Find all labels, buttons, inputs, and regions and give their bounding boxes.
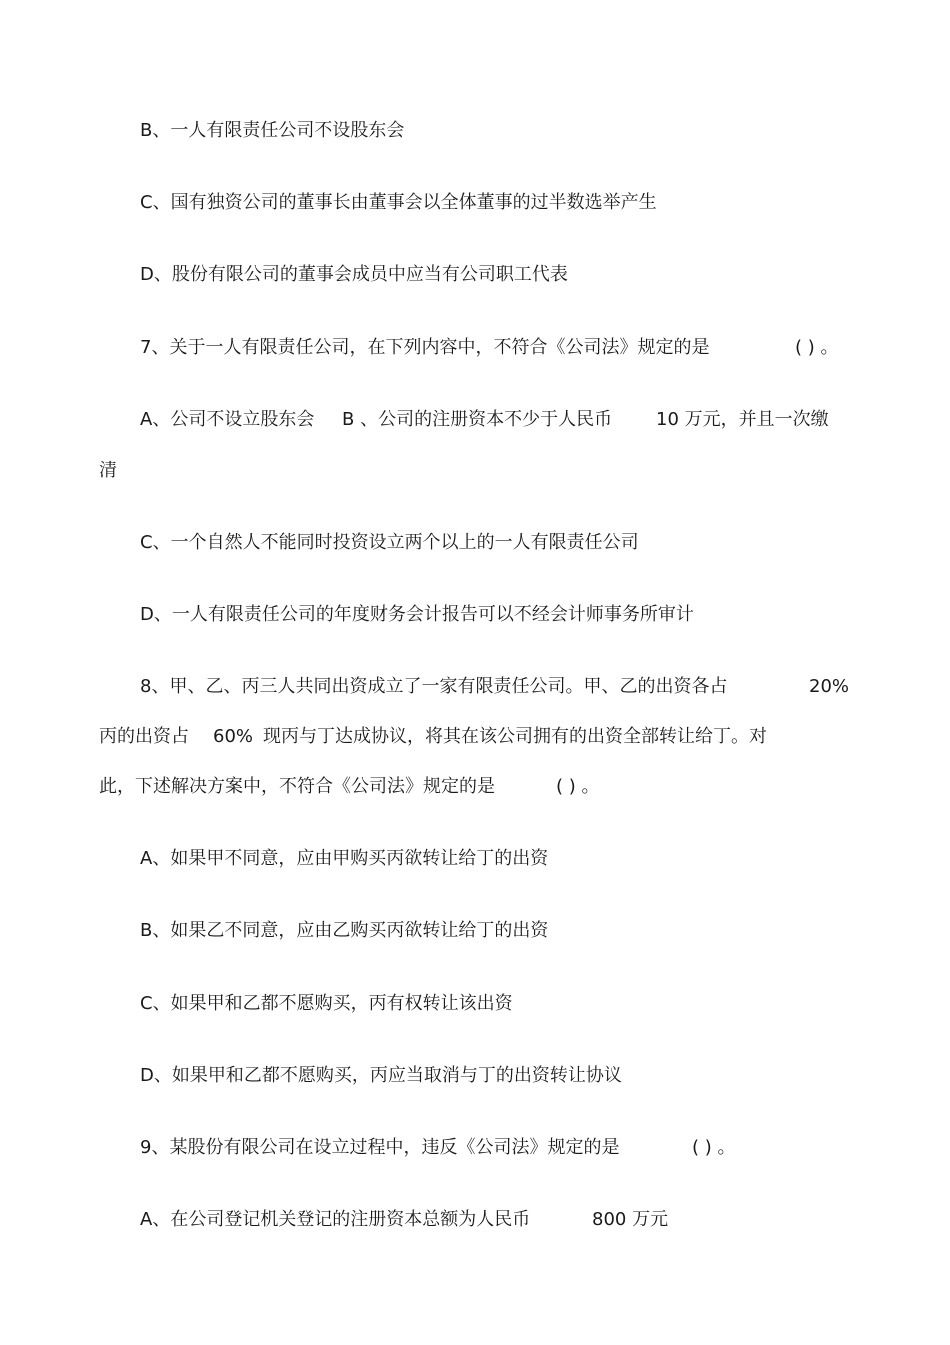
question-9-stem: 9、某股份有限公司在设立过程中，违反《公司法》规定的是 — [140, 1137, 620, 1158]
question-9-blank: ( ) 。 — [692, 1137, 736, 1158]
option-7b-end: 清 — [99, 460, 117, 481]
question-8-blank: ( ) 。 — [556, 776, 600, 797]
option-6d: D、股份有限公司的董事会成员中应当有公司职工代表 — [140, 264, 568, 285]
option-8d: D、如果甲和乙都不愿购买，丙应当取消与丁的出资转让协议 — [140, 1065, 622, 1086]
option-7b-start: B 、公司的注册资本不少于人民币 — [342, 409, 613, 430]
question-8-stem-3: 此，下述解决方案中，不符合《公司法》规定的是 — [99, 776, 495, 797]
question-8-stem-1: 8、甲、乙、丙三人共同出资成立了一家有限责任公司。甲、乙的出资各占 — [140, 676, 728, 697]
question-8-stem-2a: 丙的出资占 — [99, 726, 189, 747]
question-7-stem: 7、关于一人有限责任公司，在下列内容中，不符合《公司法》规定的是 — [140, 337, 710, 358]
option-7c: C、一个自然人不能同时投资设立两个以上的一人有限责任公司 — [140, 532, 639, 553]
option-8a: A、如果甲不同意，应由甲购买丙欲转让给丁的出资 — [140, 848, 549, 869]
question-8-stem-2b: 现丙与丁达成协议，将其在该公司拥有的出资全部转让给丁。对 — [263, 726, 767, 747]
option-7a: A、公司不设立股东会 — [140, 409, 315, 430]
option-9a: A、在公司登记机关登记的注册资本总额为人民币 — [140, 1209, 531, 1230]
question-8-percent-2: 60% — [213, 726, 254, 747]
option-8b: B、如果乙不同意，应由乙购买丙欲转让给丁的出资 — [140, 920, 549, 941]
question-8-percent-1: 20% — [809, 676, 850, 697]
option-7d: D、一人有限责任公司的年度财务会计报告可以不经会计师事务所审计 — [140, 604, 694, 625]
question-7-blank: ( ) 。 — [795, 337, 839, 358]
option-8c: C、如果甲和乙都不愿购买，丙有权转让该出资 — [140, 993, 513, 1014]
option-6c: C、国有独资公司的董事长由董事会以全体董事的过半数选举产生 — [140, 192, 657, 213]
option-9a-amount: 800 万元 — [592, 1209, 669, 1230]
option-6b: B、一人有限责任公司不设股东会 — [140, 120, 405, 141]
option-7b-cont: 10 万元，并且一次缴 — [656, 409, 829, 430]
